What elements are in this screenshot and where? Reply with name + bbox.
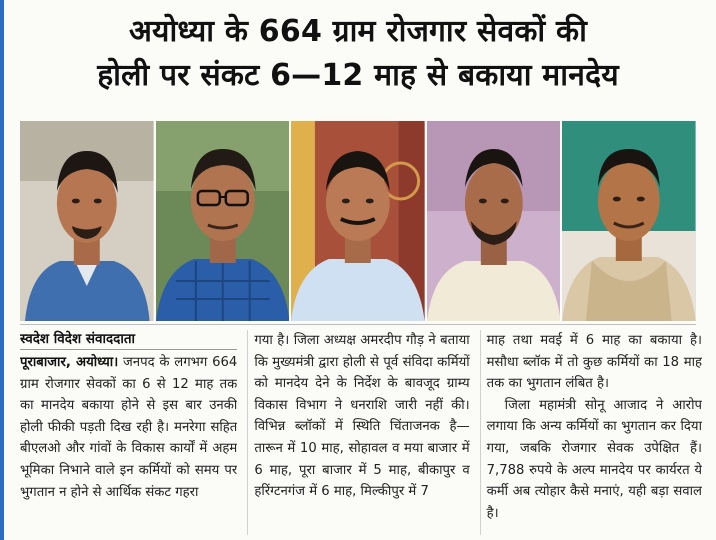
portrait-photo-1 [20,121,154,321]
headline [8,10,708,98]
headline-line-1: अयोध्या के 664 ग्राम रोजगार सेवकों की [128,14,588,49]
article-column-1 [20,330,237,535]
column-3-paragraph-2-text: जिला महामंत्री सोनू आजाद ने आरोप लगाया कि अन्य कर्मियों का भुगतान कर दिया गया, जबकि रोजगार सेवक उपेक्षित हैं। 7,788 रुपये के अल्प मानदेय पर कार्यरत ये कर्मी अब त्योहार कैसे मनाएं, यही बड़ा सवाल है। [486,397,702,521]
portrait-photo-4 [427,121,561,321]
section-divider [20,324,696,325]
dateline: पूराबाजार, अयोध्या। [20,355,119,370]
portrait-photo-5 [562,121,696,321]
column-3-paragraph-2 [487,395,702,525]
headline-line-2: होली पर संकट 6—12 माह से बकाया मानदेय [97,58,619,93]
portrait-photo-3 [291,121,425,321]
portrait-photo-2 [156,121,290,321]
column-1-text: जनपद के लगभग 664 ग्राम रोजगार सेवकों का 6 से 12 माह तक का मानदेय बकाया होने से इस बार उनकी होली फीकी पड़ती दिख रही है। मनरेगा सहित बीएलओ और गांवों के विकास कार्यों में अहम भूमिका निभाने वाले इन कर्मियों को समय पर भुगतान न होने से आर्थिक संकट गहरा [20,355,238,500]
column-3-paragraph-1: माह तथा मवई में 6 माह का बकाया है। मसौधा ब्लॉक में तो कुछ कर्मियों का 18 माह तक का भुगतान लंबित है। [486,333,702,392]
photo-strip [20,121,696,321]
page-edge-stripe [0,0,4,540]
column-1-paragraph [20,352,237,503]
article-body [20,330,702,535]
article-column-2 [247,330,469,535]
byline: स्वदेश विदेश संवाददाता [20,330,237,350]
column-2-text: गया है। जिला अध्यक्ष अमरदीप गौड़ ने बताया कि मुख्यमंत्री द्वारा होली से पूर्व संविदा कर्मियों को मानदेय देने के निर्देश के बावजूद ग्राम्य विकास विभाग ने धनराशि जारी नहीं की। विभिन्न ब्लॉकों में स्थिति चिंताजनक है—तारून में 10 माह, सोहावल व मया बाजार में 6 माह, पूरा बाजार में 5 माह, बीकापुर व हरिंग्टनगंज में 6 माह, मिल्कीपुर में 7 [254,333,470,500]
article-column-3 [480,330,702,535]
